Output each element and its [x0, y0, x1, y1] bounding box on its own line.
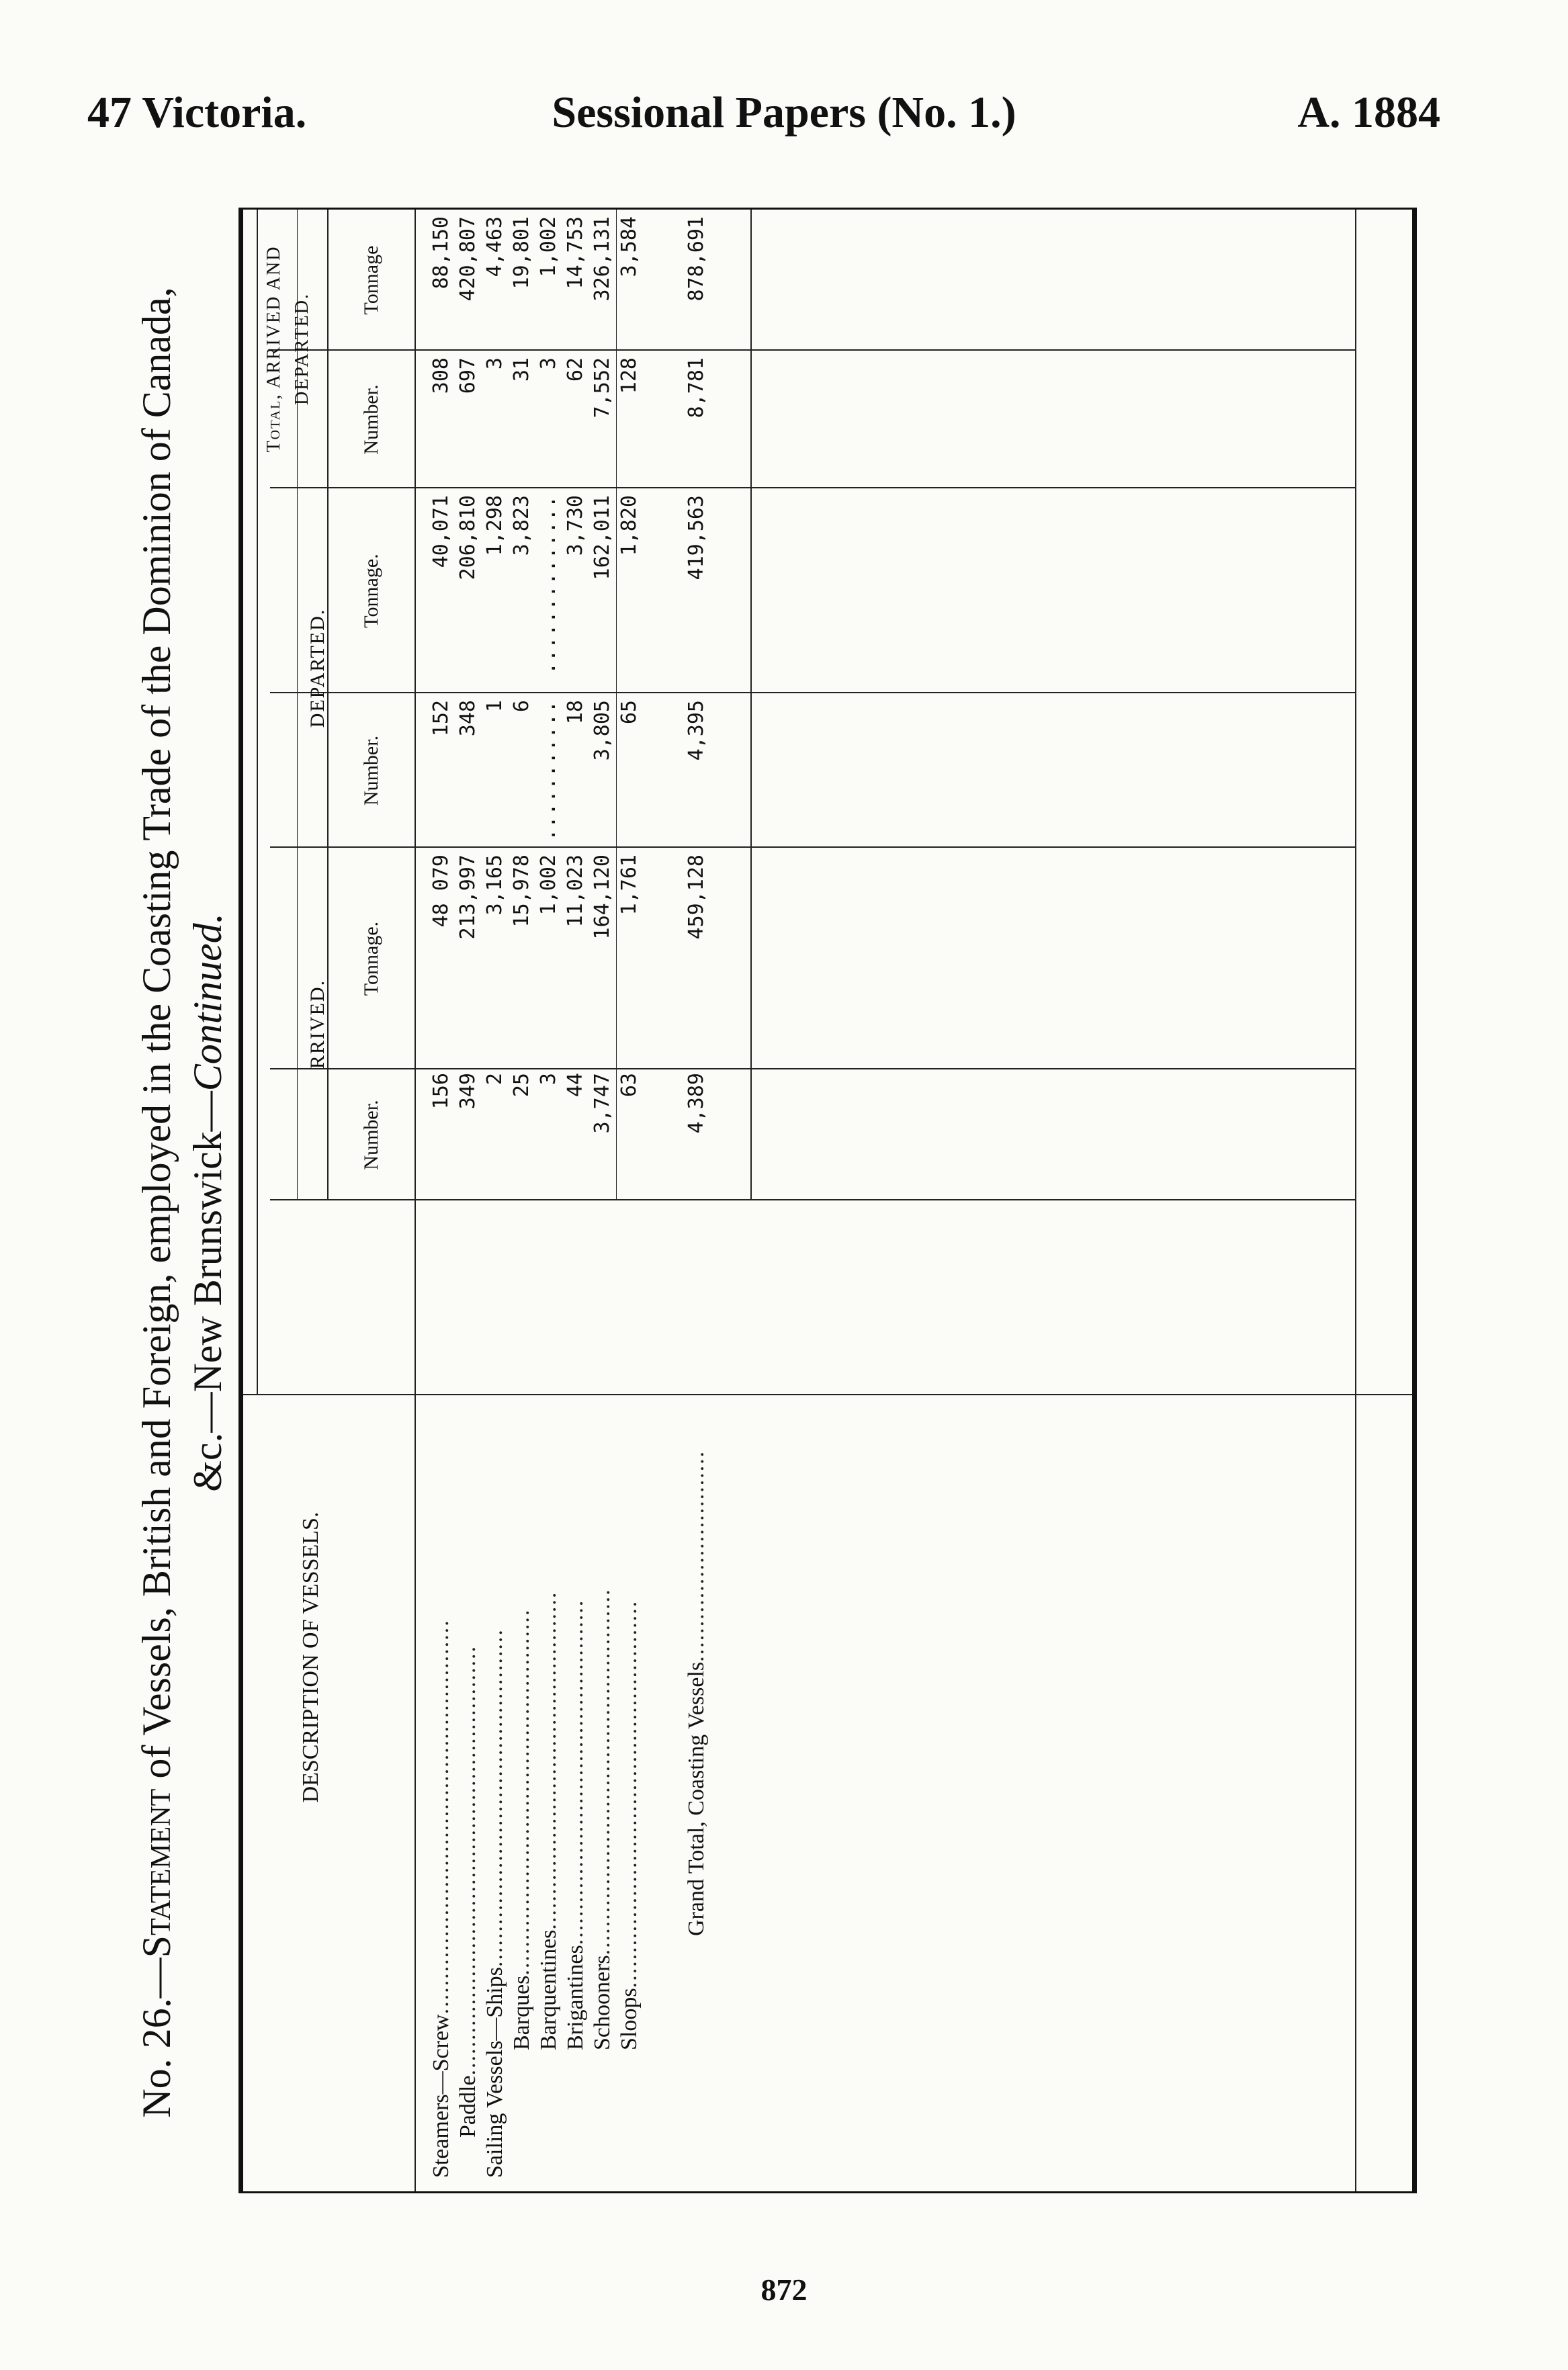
group-departed: DEPARTED. — [306, 608, 329, 728]
col-departed-number: Number. — [360, 735, 382, 806]
table-cell: 31 — [510, 357, 533, 382]
statement-table — [238, 208, 1417, 2193]
table-row-label: Barques.................................................... — [509, 1608, 534, 2050]
table-cell: 63 — [617, 1073, 641, 1098]
group-total: Total, ARRIVED AND DEPARTED. — [263, 245, 312, 453]
table-cell: 1 — [483, 700, 507, 713]
table-cell: 6 — [510, 700, 533, 713]
table-cell: 62 — [564, 357, 587, 382]
table-cell: 14,753 — [564, 216, 587, 290]
table-cell: 40,071 — [429, 495, 453, 568]
col-arrived-tonnage: Tonnage. — [360, 921, 382, 996]
table-row-label: Sloops....................................................... — [617, 1599, 642, 2050]
table-cell: 3,805 — [591, 700, 614, 761]
col-total-number: Number. — [360, 384, 382, 455]
table-cell: 19,801 — [510, 216, 533, 290]
table-cell: 349 — [456, 1073, 480, 1110]
title-statement: Statement — [134, 1788, 179, 1958]
title-line2: &c.—New Brunswick— — [185, 1091, 230, 1492]
table-row-label: Brigantines................................................. — [563, 1599, 588, 2050]
table-row-label: Paddle............................................................. — [455, 1644, 480, 2138]
table-cell: 1,298 — [483, 495, 507, 556]
table-cell: 4,463 — [483, 216, 507, 277]
table-cell: 3,165 — [483, 854, 507, 916]
table-cell: 7,552 — [591, 357, 614, 419]
table-cell: 2 — [483, 1073, 507, 1086]
table-cell: 48 079 — [429, 854, 453, 928]
table-cell: 18 — [564, 700, 587, 725]
table-cell: 15,978 — [510, 854, 533, 928]
col-arrived-number: Number. — [360, 1100, 382, 1170]
title-continued: Continued. — [185, 913, 230, 1092]
table-cell: 25 — [510, 1073, 533, 1098]
table-cell: 65 — [617, 700, 641, 725]
table-cell: 156 — [429, 1073, 453, 1110]
page-number: 872 — [760, 2273, 808, 2307]
table-cell: 3,584 — [617, 216, 641, 277]
table-cell: 3 — [537, 357, 560, 370]
header-year: A. 1884 — [1297, 88, 1440, 137]
table-cell: 1,820 — [617, 495, 641, 556]
table-cell: 326,131 — [591, 216, 614, 302]
table-cell: 420,807 — [456, 216, 480, 302]
total-cell: 4,389 — [685, 1073, 708, 1134]
table-cell: 697 — [456, 357, 480, 394]
table-cell: 3,730 — [564, 495, 587, 556]
table-cell: 162,011 — [591, 495, 614, 580]
col-departed-tonnage: Tonnage. — [360, 554, 382, 628]
table-row-label: Sailing Vessels—Ships................................................ — [482, 1628, 507, 2178]
table-cell-empty: ........... — [537, 700, 560, 841]
table-title — [131, 195, 232, 2210]
total-cell: 459,128 — [685, 854, 708, 940]
table-cell: 152 — [429, 700, 453, 737]
table-cell: 3 — [483, 357, 507, 370]
table-cell: 213,997 — [456, 854, 480, 940]
table-cell: 3 — [537, 1073, 560, 1086]
table-cell: 308 — [429, 357, 453, 394]
total-cell: 878,691 — [685, 216, 708, 302]
table-cell: 88,150 — [429, 216, 453, 290]
table-row-label: Barquentines................................................ — [536, 1591, 561, 2050]
header-session: 47 Victoria. — [87, 88, 307, 137]
table-cell: 11,023 — [564, 854, 587, 928]
col-total-tonnage: Tonnage — [360, 245, 382, 315]
title-line1: of Vessels, British and Foreign, employed in the Coasting Trade of the Dominion of Canada, — [134, 287, 179, 1789]
title-prefix: No. 26.— — [134, 1958, 179, 2118]
table-cell: 206,810 — [456, 495, 480, 580]
table-row-label: Schooners.................................................... — [590, 1588, 615, 2050]
table-row-label: Steamers—Screw........................................................ — [429, 1619, 453, 2178]
table-cell: 348 — [456, 700, 480, 737]
table-cell: 1,002 — [537, 216, 560, 277]
table-cell: 1,002 — [537, 854, 560, 916]
table-cell-empty: .............. — [537, 495, 560, 674]
total-cell: 8,781 — [685, 357, 708, 419]
total-cell: 419,563 — [685, 495, 708, 580]
table-cell: 1,761 — [617, 854, 641, 916]
table-cell: 164,120 — [591, 854, 614, 940]
group-arrived: RRIVED. — [306, 979, 329, 1069]
header-title: Sessional Papers (No. 1.) — [552, 88, 1016, 137]
total-cell: 4,395 — [685, 700, 708, 761]
rotated-table-block — [131, 195, 1461, 2210]
table-cell: 128 — [617, 357, 641, 394]
description-header: DESCRIPTION OF VESSELS. — [298, 1511, 323, 1803]
table-cell: 44 — [564, 1073, 587, 1098]
table-cell: 3,823 — [510, 495, 533, 556]
total-row-label: Grand Total, Coasting Vessels.............................. — [684, 1450, 709, 1936]
table-cell: 3,747 — [591, 1073, 614, 1134]
